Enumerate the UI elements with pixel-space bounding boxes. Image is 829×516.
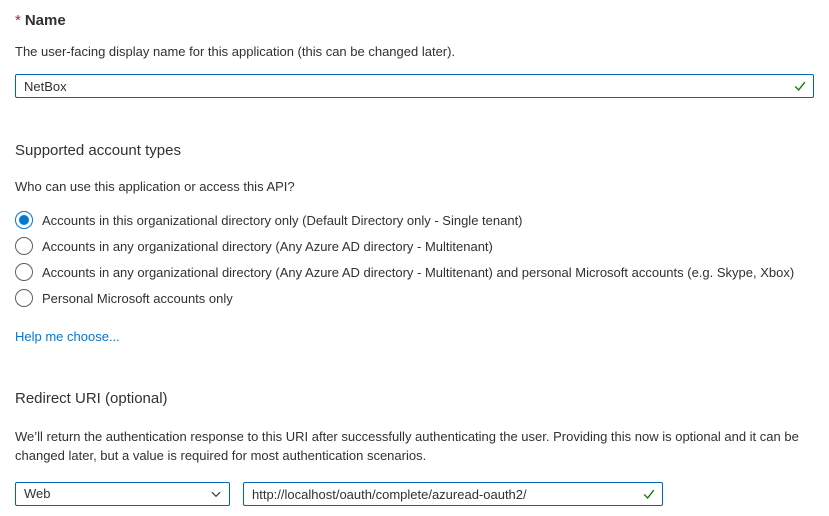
name-input-wrap	[15, 74, 814, 98]
platform-select-wrap	[15, 482, 230, 506]
redirect-uri-description: We’ll return the authentication response to this URI after successfully authenticating the user. Providing this now is optional and it can be changed later, but a value is required for most authentication scenarios.	[15, 429, 799, 463]
radio-option-label: Accounts in this organizational directory only (Default Directory only - Single tenant)	[42, 212, 523, 228]
name-input[interactable]	[15, 74, 814, 98]
required-asterisk: *	[15, 12, 21, 29]
redirect-uri-title: Redirect URI (optional)	[15, 390, 168, 407]
account-types-radio-group	[15, 207, 814, 311]
name-field-description: The user-facing display name for this application (this can be changed later).	[15, 44, 456, 59]
platform-select[interactable]	[15, 482, 230, 506]
redirect-uri-row	[15, 482, 814, 506]
help-me-choose-link[interactable]: Help me choose...	[15, 329, 120, 344]
account-types-question: Who can use this application or access this API?	[15, 179, 295, 194]
radio-button-icon[interactable]	[15, 289, 33, 307]
radio-option-personal-only[interactable]	[15, 285, 814, 311]
radio-option-multitenant-personal[interactable]	[15, 259, 814, 285]
radio-option-label: Accounts in any organizational directory (Any Azure AD directory - Multitenant) and personal Microsoft accounts (e.g. Skype, Xbox)	[42, 264, 795, 280]
radio-button-icon[interactable]	[15, 211, 33, 229]
account-types-title: Supported account types	[15, 142, 181, 159]
redirect-uri-input[interactable]	[243, 482, 663, 506]
radio-button-icon[interactable]	[15, 237, 33, 255]
radio-button-icon[interactable]	[15, 263, 33, 281]
redirect-uri-input-wrap	[243, 482, 663, 506]
name-field-label	[15, 12, 814, 29]
platform-selected-value: Web	[24, 486, 51, 501]
name-label-text: Name	[24, 12, 66, 29]
radio-option-single-tenant[interactable]	[15, 207, 814, 233]
radio-option-label: Accounts in any organizational directory (Any Azure AD directory - Multitenant)	[42, 238, 493, 254]
radio-option-multitenant[interactable]	[15, 233, 814, 259]
radio-option-label: Personal Microsoft accounts only	[42, 290, 233, 306]
